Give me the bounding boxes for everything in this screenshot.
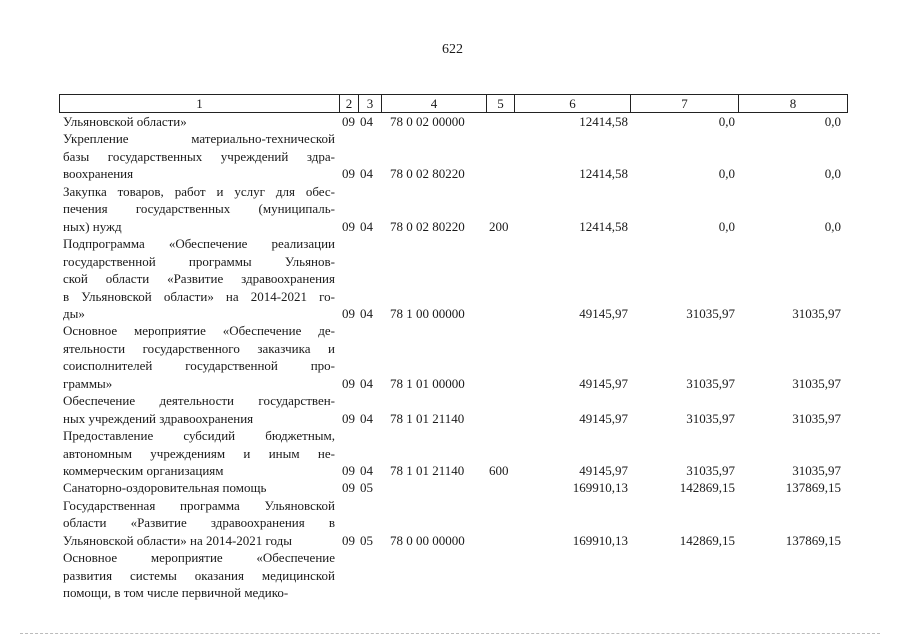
row-9-desc-line: развития системы оказания медицинской bbox=[63, 567, 335, 583]
row-1-amount-col8: 0,0 bbox=[824, 166, 841, 182]
row-2-desc-line: ных) нужд bbox=[63, 218, 122, 234]
row-0-section: 09 bbox=[342, 114, 355, 129]
row-4-subsection: 04 bbox=[360, 375, 373, 391]
row-3-desc-line: ской области «Развитие здравоохранения bbox=[63, 271, 335, 287]
row-3-subsection: 04 bbox=[360, 305, 373, 321]
row-5-desc-line: Обеспечение деятельности государствен- bbox=[63, 393, 335, 409]
row-7-section: 09 bbox=[342, 480, 355, 496]
row-2-desc-line: Закупка товаров, работ и услуг для обес- bbox=[63, 183, 335, 199]
row-7-amount-col8: 137869,15 bbox=[785, 480, 841, 496]
row-8-target-article: 78 0 00 00000 bbox=[390, 532, 465, 548]
row-0-target-article: 78 0 02 00000 bbox=[390, 114, 465, 129]
row-5-amount-col7: 31035,97 bbox=[686, 410, 735, 426]
row-5-amount-col6: 49145,97 bbox=[579, 410, 628, 426]
row-3-amount-col8: 31035,97 bbox=[792, 305, 841, 321]
row-7-amount-col6: 169910,13 bbox=[572, 480, 628, 496]
row-2-amount-col8: 0,0 bbox=[824, 218, 841, 234]
row-7-subsection: 05 bbox=[360, 480, 373, 496]
row-6-desc-line: коммерческим организациям bbox=[63, 463, 224, 478]
table-header bbox=[59, 94, 848, 113]
row-4-target-article: 78 1 01 00000 bbox=[390, 375, 465, 391]
row-4-desc-line: граммы» bbox=[63, 375, 113, 391]
row-3-section: 09 bbox=[342, 305, 355, 321]
row-6-amount-col8: 31035,97 bbox=[792, 463, 841, 478]
header-col-3: 3 bbox=[358, 95, 381, 112]
row-2-desc-line: печения государственных (муниципаль- bbox=[63, 201, 335, 217]
row-9-desc-line: Основное мероприятие «Обеспечение bbox=[63, 550, 335, 566]
row-7-amount-col7: 142869,15 bbox=[679, 480, 735, 496]
row-1-amount-col7: 0,0 bbox=[718, 166, 735, 182]
row-1-desc-line: воохранения bbox=[63, 166, 134, 182]
row-0-amount-col8: 0,0 bbox=[824, 114, 841, 129]
row-0-amount-col7: 0,0 bbox=[718, 114, 735, 129]
row-6-expense-type: 600 bbox=[489, 463, 509, 478]
row-8-section: 09 bbox=[342, 532, 355, 548]
row-4-amount-col8: 31035,97 bbox=[792, 375, 841, 391]
row-5-section: 09 bbox=[342, 410, 355, 426]
row-1-section: 09 bbox=[342, 166, 355, 182]
row-2-section: 09 bbox=[342, 218, 355, 234]
row-0-desc-line: Ульяновской области» bbox=[63, 114, 187, 129]
row-2-subsection: 04 bbox=[360, 218, 373, 234]
header-col-8: 8 bbox=[738, 95, 847, 112]
row-5-amount-col8: 31035,97 bbox=[792, 410, 841, 426]
row-8-subsection: 05 bbox=[360, 532, 373, 548]
header-col-1: 1 bbox=[196, 96, 203, 111]
row-6-desc-line: автономным учреждениям и иным не- bbox=[63, 445, 335, 461]
row-6-desc-line: Предоставление субсидий бюджетным, bbox=[63, 428, 335, 444]
row-1-target-article: 78 0 02 80220 bbox=[390, 166, 465, 182]
row-4-section: 09 bbox=[342, 375, 355, 391]
row-5-desc-line: ных учреждений здравоохранения bbox=[63, 410, 254, 426]
header-col-4: 4 bbox=[381, 95, 486, 112]
row-8-amount-col8: 137869,15 bbox=[785, 532, 841, 548]
row-3-desc-line: Подпрограмма «Обеспечение реализации bbox=[63, 236, 335, 252]
row-8-desc-line: области «Развитие здравоохранения в bbox=[63, 515, 335, 531]
row-8-desc-line: Ульяновской области» на 2014-2021 годы bbox=[63, 532, 293, 548]
row-4-desc-line: соисполнителей государственной про- bbox=[63, 358, 335, 374]
row-5-target-article: 78 1 01 21140 bbox=[390, 410, 465, 426]
header-col-7: 7 bbox=[630, 95, 738, 112]
row-2-amount-col7: 0,0 bbox=[718, 218, 735, 234]
row-8-amount-col7: 142869,15 bbox=[679, 532, 735, 548]
header-col-5: 5 bbox=[486, 95, 514, 112]
row-0-amount-col6: 12414,58 bbox=[579, 114, 628, 129]
row-1-desc-line: базы государственных учреждений здра- bbox=[63, 148, 335, 164]
row-3-amount-col7: 31035,97 bbox=[686, 305, 735, 321]
row-3-target-article: 78 1 00 00000 bbox=[390, 305, 465, 321]
row-6-subsection: 04 bbox=[360, 463, 373, 478]
row-9-desc-line: помощи, в том числе первичной медико- bbox=[63, 585, 289, 601]
page-number: 622 bbox=[442, 42, 463, 57]
row-6-amount-col7: 31035,97 bbox=[686, 463, 735, 478]
row-2-expense-type: 200 bbox=[489, 218, 509, 234]
row-3-desc-line: государственной программы Ульянов- bbox=[63, 253, 335, 269]
row-1-desc-line: Укрепление материально-технической bbox=[63, 131, 335, 147]
row-0-subsection: 04 bbox=[360, 114, 373, 129]
row-4-desc-line: Основное мероприятие «Обеспечение де- bbox=[63, 323, 335, 339]
row-2-target-article: 78 0 02 80220 bbox=[390, 218, 465, 234]
row-6-target-article: 78 1 01 21140 bbox=[390, 463, 465, 478]
header-col-2: 2 bbox=[339, 95, 358, 112]
row-4-desc-line: ятельности государственного заказчика и bbox=[63, 340, 335, 356]
row-4-amount-col6: 49145,97 bbox=[579, 375, 628, 391]
row-2-amount-col6: 12414,58 bbox=[579, 218, 628, 234]
row-7-desc-line: Санаторно-оздоровительная помощь bbox=[63, 480, 267, 496]
row-3-desc-line: в Ульяновской области» на 2014-2021 го- bbox=[63, 288, 335, 304]
row-3-amount-col6: 49145,97 bbox=[579, 305, 628, 321]
row-3-desc-line: ды» bbox=[63, 305, 85, 321]
row-8-amount-col6: 169910,13 bbox=[572, 532, 628, 548]
row-4-amount-col7: 31035,97 bbox=[686, 375, 735, 391]
row-6-section: 09 bbox=[342, 463, 355, 478]
header-col-6: 6 bbox=[514, 95, 630, 112]
row-8-desc-line: Государственная программа Ульяновской bbox=[63, 497, 335, 513]
page-bottom-edge bbox=[20, 633, 880, 635]
row-1-subsection: 04 bbox=[360, 166, 373, 182]
row-6-amount-col6: 49145,97 bbox=[579, 463, 628, 478]
row-5-subsection: 04 bbox=[360, 410, 373, 426]
row-1-amount-col6: 12414,58 bbox=[579, 166, 628, 182]
